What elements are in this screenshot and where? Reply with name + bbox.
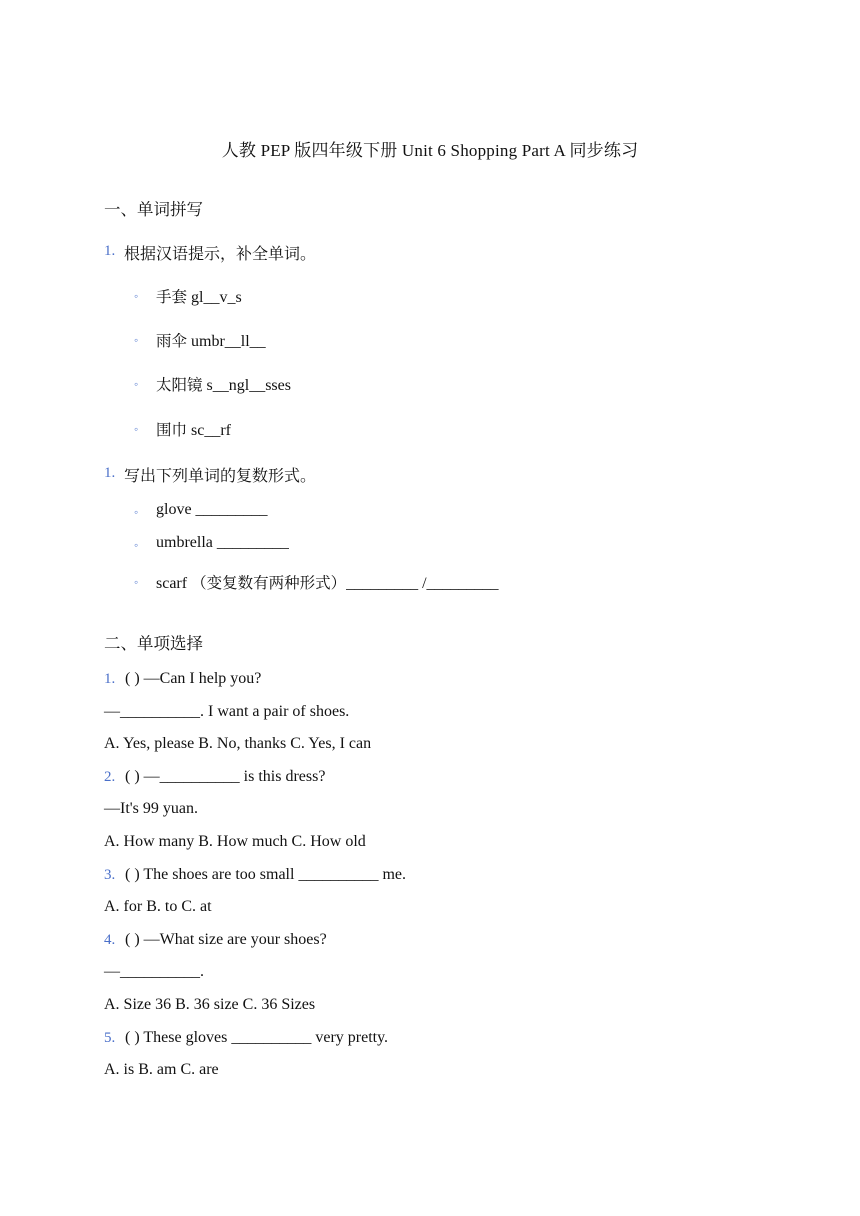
question-prompt: 写出下列单词的复数形式。	[124, 466, 317, 485]
list-item: 围巾 sc__rf	[156, 421, 231, 439]
page-title: 人教 PEP 版四年级下册 Unit 6 Shopping Part A 同步练习	[221, 141, 639, 160]
list-item: glove _________	[156, 501, 268, 518]
question-number: 1.	[104, 243, 116, 259]
list-item: 手套 gl__v_s	[156, 288, 242, 306]
question-stem: ( ) These gloves __________ very pretty.	[125, 1029, 389, 1046]
answer-options: A. is B. am C. are	[104, 1061, 219, 1078]
question-prompt: 根据汉语提示，补全单词。	[124, 244, 317, 263]
bullet-icon: ◦	[134, 289, 139, 303]
question-line: —__________. I want a pair of shoes.	[104, 703, 350, 720]
question-number: 5.	[104, 1030, 116, 1046]
bullet-icon: ◦	[134, 538, 139, 552]
question-stem: ( ) The shoes are too small __________ me.	[125, 866, 406, 883]
question-stem: ( ) —__________ is this dress?	[125, 768, 326, 785]
bullet-icon: ◦	[134, 333, 139, 347]
question-stem: ( ) —What size are your shoes?	[125, 931, 327, 948]
bullet-icon: ◦	[134, 575, 139, 589]
question-line: —__________.	[104, 963, 204, 980]
list-item: scarf （变复数有两种形式）_________ /_________	[156, 574, 499, 592]
list-item: 太阳镜 s__ngl__sses	[156, 376, 291, 394]
answer-options: A. Yes, please B. No, thanks C. Yes, I can	[104, 735, 372, 752]
answer-options: A. for B. to C. at	[104, 898, 212, 915]
answer-options: A. How many B. How much C. How old	[104, 833, 366, 850]
bullet-icon: ◦	[134, 377, 139, 391]
question-number: 2.	[104, 769, 116, 785]
question-stem: ( ) —Can I help you?	[125, 670, 262, 687]
question-number: 1.	[104, 671, 116, 687]
list-item: 雨伞 umbr__ll__	[156, 332, 266, 350]
list-item: umbrella _________	[156, 534, 289, 551]
section-heading-spelling: 一、单词拼写	[104, 200, 203, 219]
question-number: 4.	[104, 932, 116, 948]
question-number: 3.	[104, 867, 116, 883]
bullet-icon: ◦	[134, 505, 139, 519]
question-line: —It's 99 yuan.	[104, 800, 198, 817]
question-number: 1.	[104, 465, 116, 481]
bullet-icon: ◦	[134, 422, 139, 436]
answer-options: A. Size 36 B. 36 size C. 36 Sizes	[104, 996, 316, 1013]
section-heading-choice: 二、单项选择	[104, 634, 203, 653]
